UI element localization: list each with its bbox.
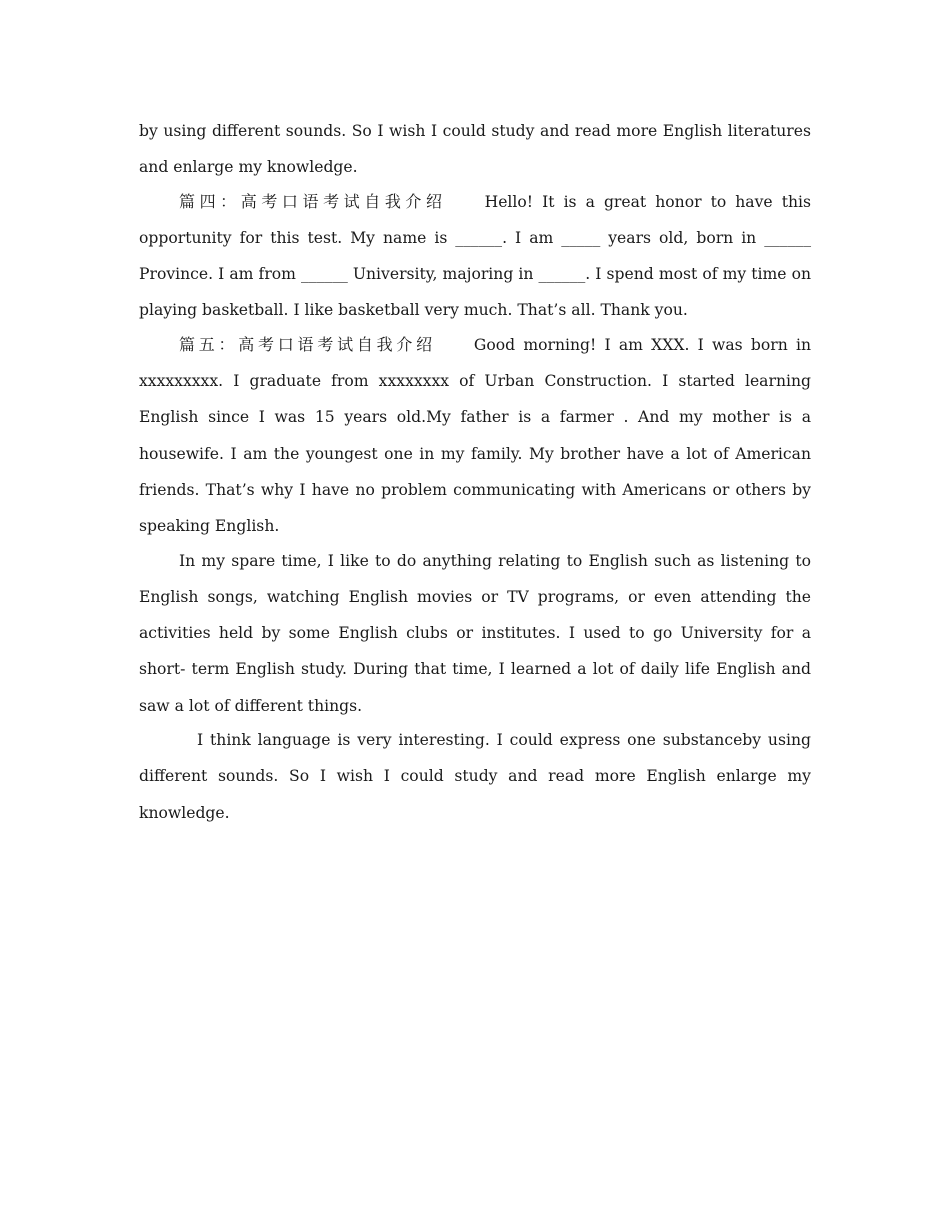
- document-body: [139, 113, 811, 829]
- paragraph-section-five: [139, 327, 811, 545]
- section-heading: 篇五：高考口语考试自我介绍: [179, 334, 436, 354]
- section-heading: 篇四：高考口语考试自我介绍: [179, 191, 447, 211]
- paragraph-language: [139, 722, 811, 831]
- paragraph-spare-time: [139, 543, 811, 724]
- paragraph-text: by using different sounds. So I wish I could study and read more English literatures and enlarge my knowledge.: [139, 122, 811, 177]
- paragraph-continuation: [139, 113, 811, 186]
- paragraph-text: I think language is very interesting. I could express one substanceby using different sounds. So I wish I could study and read more English enlarge my knowledge.: [139, 731, 811, 822]
- paragraph-section-four: [139, 184, 811, 329]
- paragraph-text: Hello! It is a great honor to have this opportunity for this test. My name is ______. I am _____ years old, born in ______ Province. I am from ______ University, majoring in ______. I spend most of my time on playing basketball. I like basketball very much. That’s all. Thank you.: [139, 192, 811, 320]
- paragraph-text: Good morning! I am XXX. I was born in xxxxxxxxx. I graduate from xxxxxxxx of Urban Construction. I started learning English since I was 15 years old.My father is a farmer . And my mother is a housewife. I am the youngest one in my family. My brother have a lot of American friends. That’s why I have no problem communicating with Americans or others by speaking English.: [139, 335, 811, 536]
- paragraph-text: In my spare time, I like to do anything relating to English such as listening to English songs, watching English movies or TV programs, or even attending the activities held by some English clubs or institutes. I used to go University for a short- term English study. During that time, I learned a lot of daily life English and saw a lot of different things.: [139, 551, 811, 715]
